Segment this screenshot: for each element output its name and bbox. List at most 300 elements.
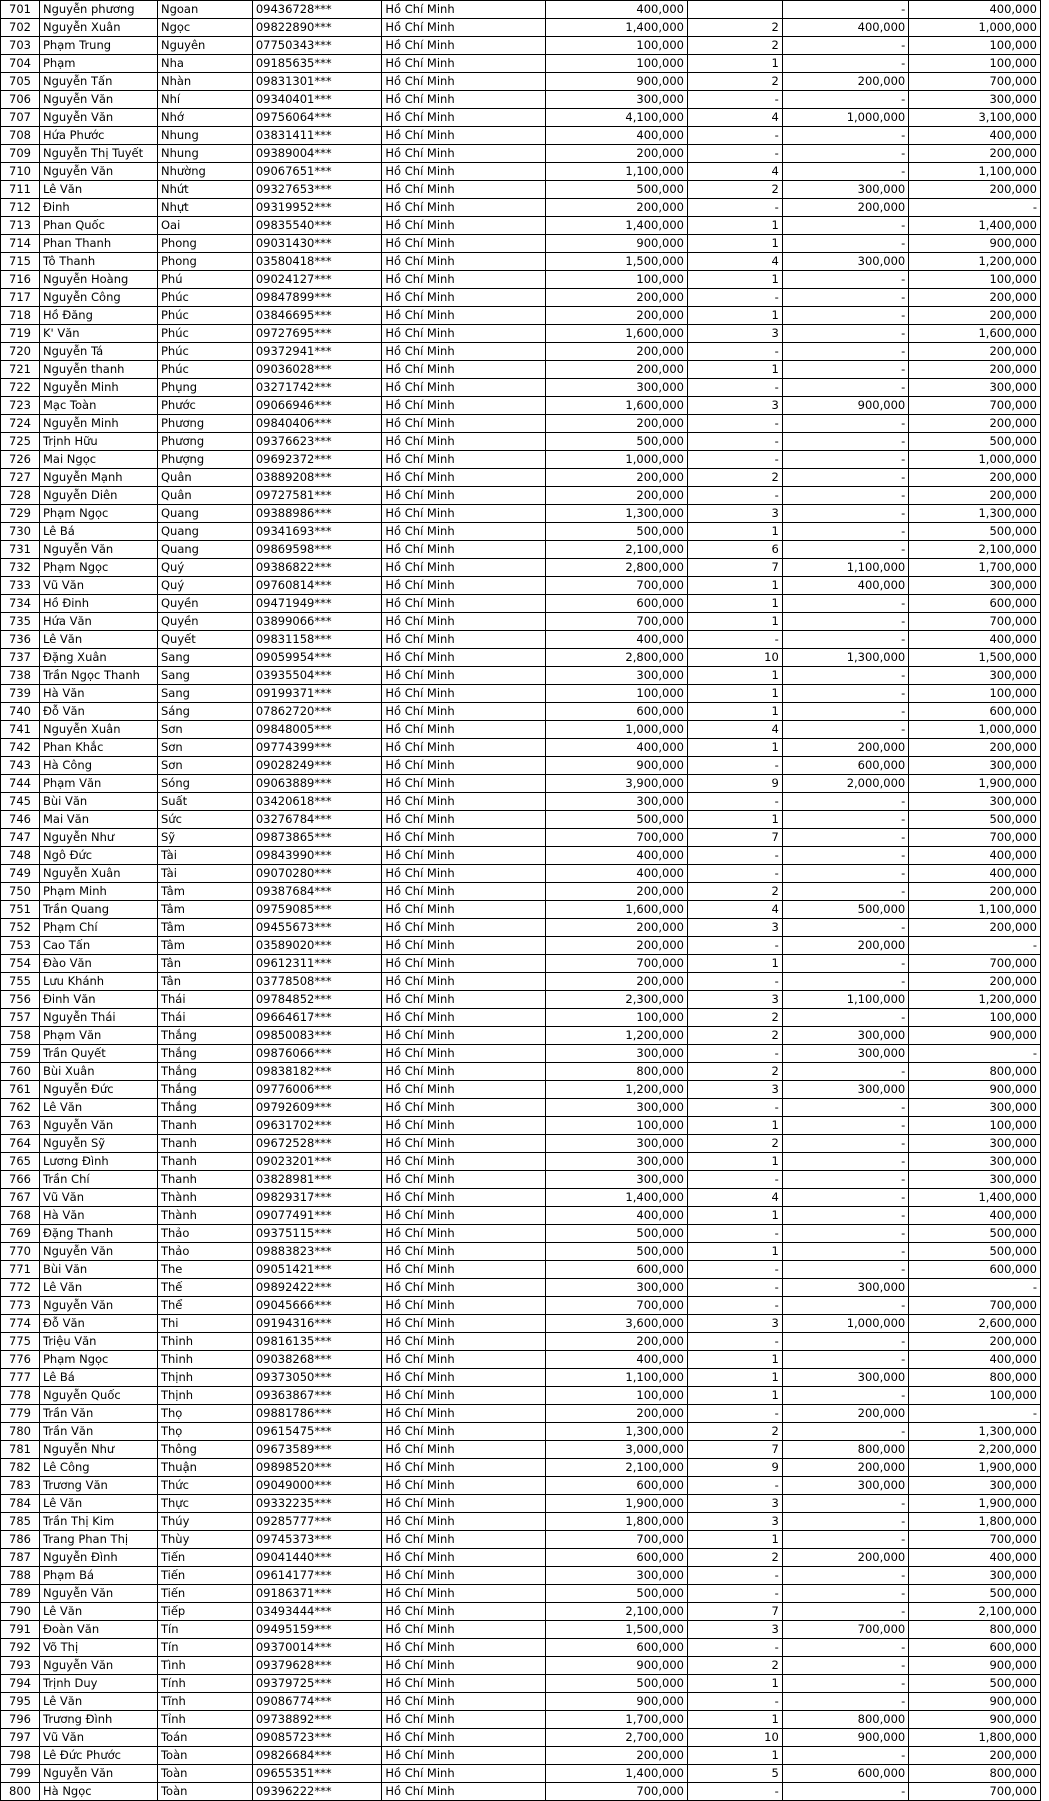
cell-remaining[interactable]: 400,000 (909, 1549, 1041, 1567)
cell-amount[interactable]: 1,200,000 (545, 1081, 687, 1099)
cell-first-name[interactable]: Phạm Chí (39, 919, 157, 937)
cell-count[interactable]: 1 (687, 1153, 782, 1171)
cell-amount[interactable]: 600,000 (545, 1261, 687, 1279)
cell-paid[interactable]: - (782, 721, 908, 739)
cell-province[interactable]: Hồ Chí Minh (382, 181, 545, 199)
cell-count[interactable]: - (687, 1333, 782, 1351)
cell-phone[interactable]: 09396222*** (252, 1783, 382, 1801)
cell-count[interactable]: - (687, 1297, 782, 1315)
cell-last-name[interactable]: Nhung (157, 127, 252, 145)
cell-first-name[interactable]: Lê Văn (39, 181, 157, 199)
cell-amount[interactable]: 600,000 (545, 595, 687, 613)
cell-province[interactable]: Hồ Chí Minh (382, 1459, 545, 1477)
cell-remaining[interactable]: 200,000 (909, 1747, 1041, 1765)
cell-amount[interactable]: 200,000 (545, 307, 687, 325)
cell-index[interactable]: 714 (1, 235, 40, 253)
cell-paid[interactable]: - (782, 37, 908, 55)
cell-paid[interactable]: - (782, 343, 908, 361)
cell-province[interactable]: Hồ Chí Minh (382, 865, 545, 883)
cell-province[interactable]: Hồ Chí Minh (382, 469, 545, 487)
cell-paid[interactable]: - (782, 1531, 908, 1549)
cell-first-name[interactable]: Trần Ngọc Thanh (39, 667, 157, 685)
cell-first-name[interactable]: Nguyễn Minh (39, 379, 157, 397)
cell-province[interactable]: Hồ Chí Minh (382, 1675, 545, 1693)
cell-remaining[interactable]: 300,000 (909, 379, 1041, 397)
cell-last-name[interactable]: Phụng (157, 379, 252, 397)
cell-province[interactable]: Hồ Chí Minh (382, 73, 545, 91)
cell-phone[interactable]: 09495159*** (252, 1621, 382, 1639)
cell-province[interactable]: Hồ Chí Minh (382, 487, 545, 505)
cell-amount[interactable]: 500,000 (545, 433, 687, 451)
cell-phone[interactable]: 03899066*** (252, 613, 382, 631)
cell-phone[interactable]: 09455673*** (252, 919, 382, 937)
cell-paid[interactable]: - (782, 1603, 908, 1621)
cell-count[interactable]: - (687, 1171, 782, 1189)
cell-count[interactable]: - (687, 289, 782, 307)
cell-remaining[interactable]: 3,100,000 (909, 109, 1041, 127)
cell-paid[interactable]: 300,000 (782, 1279, 908, 1297)
cell-last-name[interactable]: Sơn (157, 739, 252, 757)
cell-province[interactable]: Hồ Chí Minh (382, 1315, 545, 1333)
cell-amount[interactable]: 1,600,000 (545, 901, 687, 919)
cell-last-name[interactable]: Thinh (157, 1333, 252, 1351)
cell-remaining[interactable]: - (909, 937, 1041, 955)
cell-index[interactable]: 773 (1, 1297, 40, 1315)
cell-amount[interactable]: 1,400,000 (545, 217, 687, 235)
cell-paid[interactable]: - (782, 613, 908, 631)
cell-amount[interactable]: 600,000 (545, 1477, 687, 1495)
cell-phone[interactable]: 09388986*** (252, 505, 382, 523)
cell-count[interactable]: 7 (687, 1603, 782, 1621)
cell-province[interactable]: Hồ Chí Minh (382, 1513, 545, 1531)
cell-phone[interactable]: 09848005*** (252, 721, 382, 739)
cell-remaining[interactable]: 300,000 (909, 793, 1041, 811)
cell-phone[interactable]: 09319952*** (252, 199, 382, 217)
cell-phone[interactable]: 09041440*** (252, 1549, 382, 1567)
cell-paid[interactable]: - (782, 973, 908, 991)
cell-paid[interactable]: - (782, 865, 908, 883)
cell-paid[interactable]: - (782, 163, 908, 181)
cell-count[interactable]: 1 (687, 361, 782, 379)
cell-province[interactable]: Hồ Chí Minh (382, 1441, 545, 1459)
cell-phone[interactable]: 09379628*** (252, 1657, 382, 1675)
cell-last-name[interactable]: Phong (157, 235, 252, 253)
cell-first-name[interactable]: Nguyễn Tấn (39, 73, 157, 91)
cell-count[interactable]: 3 (687, 325, 782, 343)
cell-paid[interactable]: - (782, 1153, 908, 1171)
cell-phone[interactable]: 09672528*** (252, 1135, 382, 1153)
cell-amount[interactable]: 3,000,000 (545, 1441, 687, 1459)
cell-last-name[interactable]: Thảo (157, 1243, 252, 1261)
cell-phone[interactable]: 09898520*** (252, 1459, 382, 1477)
cell-index[interactable]: 791 (1, 1621, 40, 1639)
cell-amount[interactable]: 300,000 (545, 793, 687, 811)
cell-index[interactable]: 715 (1, 253, 40, 271)
cell-amount[interactable]: 300,000 (545, 1135, 687, 1153)
cell-province[interactable]: Hồ Chí Minh (382, 1189, 545, 1207)
cell-remaining[interactable]: 1,100,000 (909, 163, 1041, 181)
cell-first-name[interactable]: Phạm Minh (39, 883, 157, 901)
cell-amount[interactable]: 1,600,000 (545, 325, 687, 343)
cell-amount[interactable]: 700,000 (545, 955, 687, 973)
cell-first-name[interactable]: Phạm (39, 55, 157, 73)
cell-amount[interactable]: 2,800,000 (545, 649, 687, 667)
cell-phone[interactable]: 09051421*** (252, 1261, 382, 1279)
cell-count[interactable]: - (687, 973, 782, 991)
cell-amount[interactable]: 400,000 (545, 127, 687, 145)
cell-paid[interactable]: 300,000 (782, 1477, 908, 1495)
cell-count[interactable]: - (687, 199, 782, 217)
cell-index[interactable]: 730 (1, 523, 40, 541)
cell-index[interactable]: 738 (1, 667, 40, 685)
cell-amount[interactable]: 900,000 (545, 235, 687, 253)
cell-remaining[interactable]: 1,600,000 (909, 325, 1041, 343)
cell-last-name[interactable]: Thể (157, 1297, 252, 1315)
cell-index[interactable]: 750 (1, 883, 40, 901)
cell-paid[interactable]: - (782, 1297, 908, 1315)
cell-first-name[interactable]: Võ Thị (39, 1639, 157, 1657)
cell-last-name[interactable]: Tín (157, 1621, 252, 1639)
cell-last-name[interactable]: Thành (157, 1207, 252, 1225)
cell-last-name[interactable]: Nhí (157, 91, 252, 109)
cell-amount[interactable]: 700,000 (545, 1297, 687, 1315)
cell-amount[interactable]: 1,100,000 (545, 1369, 687, 1387)
cell-remaining[interactable]: 700,000 (909, 1783, 1041, 1801)
cell-remaining[interactable]: 1,800,000 (909, 1513, 1041, 1531)
cell-first-name[interactable]: Phạm Ngọc (39, 559, 157, 577)
cell-paid[interactable]: - (782, 919, 908, 937)
cell-last-name[interactable]: Nhứt (157, 181, 252, 199)
cell-count[interactable]: 2 (687, 37, 782, 55)
cell-count[interactable]: 1 (687, 685, 782, 703)
cell-count[interactable]: 2 (687, 883, 782, 901)
cell-paid[interactable]: 200,000 (782, 199, 908, 217)
cell-index[interactable]: 755 (1, 973, 40, 991)
cell-index[interactable]: 729 (1, 505, 40, 523)
cell-province[interactable]: Hồ Chí Minh (382, 163, 545, 181)
cell-paid[interactable]: - (782, 487, 908, 505)
cell-count[interactable]: 7 (687, 559, 782, 577)
cell-first-name[interactable]: Hứa Văn (39, 613, 157, 631)
cell-remaining[interactable]: 500,000 (909, 433, 1041, 451)
cell-province[interactable]: Hồ Chí Minh (382, 19, 545, 37)
cell-paid[interactable]: - (782, 703, 908, 721)
cell-paid[interactable]: 1,100,000 (782, 559, 908, 577)
cell-count[interactable]: 10 (687, 649, 782, 667)
cell-province[interactable]: Hồ Chí Minh (382, 1081, 545, 1099)
cell-count[interactable]: 2 (687, 1027, 782, 1045)
cell-phone[interactable]: 09038268*** (252, 1351, 382, 1369)
cell-count[interactable]: 1 (687, 703, 782, 721)
cell-index[interactable]: 728 (1, 487, 40, 505)
cell-phone[interactable]: 03889208*** (252, 469, 382, 487)
cell-phone[interactable]: 09873865*** (252, 829, 382, 847)
cell-amount[interactable]: 500,000 (545, 1225, 687, 1243)
cell-province[interactable]: Hồ Chí Minh (382, 361, 545, 379)
cell-first-name[interactable]: Phạm Văn (39, 1027, 157, 1045)
cell-paid[interactable]: - (782, 415, 908, 433)
cell-count[interactable]: 1 (687, 1207, 782, 1225)
cell-phone[interactable]: 03271742*** (252, 379, 382, 397)
cell-remaining[interactable]: 2,100,000 (909, 541, 1041, 559)
cell-amount[interactable]: 100,000 (545, 271, 687, 289)
cell-remaining[interactable]: 1,500,000 (909, 649, 1041, 667)
cell-count[interactable]: 1 (687, 955, 782, 973)
cell-phone[interactable]: 09831158*** (252, 631, 382, 649)
cell-remaining[interactable]: 700,000 (909, 613, 1041, 631)
cell-count[interactable]: 1 (687, 1711, 782, 1729)
cell-first-name[interactable]: Nguyễn Tá (39, 343, 157, 361)
cell-paid[interactable]: 800,000 (782, 1441, 908, 1459)
cell-last-name[interactable]: Thanh (157, 1153, 252, 1171)
cell-paid[interactable]: - (782, 1243, 908, 1261)
cell-remaining[interactable]: 200,000 (909, 181, 1041, 199)
cell-count[interactable]: - (687, 1567, 782, 1585)
cell-phone[interactable]: 09199371*** (252, 685, 382, 703)
cell-province[interactable]: Hồ Chí Minh (382, 1495, 545, 1513)
cell-index[interactable]: 712 (1, 199, 40, 217)
cell-last-name[interactable]: Quân (157, 469, 252, 487)
cell-count[interactable]: 5 (687, 1765, 782, 1783)
cell-remaining[interactable]: 700,000 (909, 397, 1041, 415)
cell-paid[interactable]: - (782, 1783, 908, 1801)
cell-remaining[interactable]: - (909, 199, 1041, 217)
cell-remaining[interactable]: 900,000 (909, 1081, 1041, 1099)
cell-first-name[interactable]: Phan Khắc (39, 739, 157, 757)
cell-phone[interactable]: 09727581*** (252, 487, 382, 505)
cell-first-name[interactable]: Trương Đình (39, 1711, 157, 1729)
cell-remaining[interactable]: 600,000 (909, 595, 1041, 613)
cell-province[interactable]: Hồ Chí Minh (382, 847, 545, 865)
cell-phone[interactable]: 03828981*** (252, 1171, 382, 1189)
cell-first-name[interactable]: Hứa Phước (39, 127, 157, 145)
cell-count[interactable]: 2 (687, 181, 782, 199)
cell-province[interactable]: Hồ Chí Minh (382, 793, 545, 811)
cell-first-name[interactable]: Trần Quang (39, 901, 157, 919)
cell-remaining[interactable]: 400,000 (909, 847, 1041, 865)
cell-remaining[interactable]: 1,300,000 (909, 505, 1041, 523)
cell-count[interactable]: 9 (687, 775, 782, 793)
cell-last-name[interactable]: Nhựt (157, 199, 252, 217)
cell-phone[interactable]: 09067651*** (252, 163, 382, 181)
cell-phone[interactable]: 09194316*** (252, 1315, 382, 1333)
cell-phone[interactable]: 09774399*** (252, 739, 382, 757)
cell-paid[interactable]: - (782, 1657, 908, 1675)
cell-last-name[interactable]: Quý (157, 559, 252, 577)
cell-remaining[interactable]: 2,600,000 (909, 1315, 1041, 1333)
cell-count[interactable]: 3 (687, 1621, 782, 1639)
cell-first-name[interactable]: Bùi Xuân (39, 1063, 157, 1081)
cell-first-name[interactable]: Nguyễn Thái (39, 1009, 157, 1027)
cell-phone[interactable]: 09745373*** (252, 1531, 382, 1549)
cell-amount[interactable]: 700,000 (545, 1783, 687, 1801)
cell-amount[interactable]: 2,700,000 (545, 1729, 687, 1747)
cell-phone[interactable]: 09838182*** (252, 1063, 382, 1081)
cell-paid[interactable]: - (782, 271, 908, 289)
cell-amount[interactable]: 500,000 (545, 1585, 687, 1603)
cell-province[interactable]: Hồ Chí Minh (382, 1639, 545, 1657)
cell-province[interactable]: Hồ Chí Minh (382, 1279, 545, 1297)
cell-remaining[interactable]: 500,000 (909, 1243, 1041, 1261)
cell-count[interactable]: - (687, 1099, 782, 1117)
cell-last-name[interactable]: Thông (157, 1441, 252, 1459)
cell-count[interactable]: 1 (687, 739, 782, 757)
cell-remaining[interactable]: 300,000 (909, 757, 1041, 775)
cell-remaining[interactable]: 200,000 (909, 343, 1041, 361)
cell-index[interactable]: 746 (1, 811, 40, 829)
cell-last-name[interactable]: Sơn (157, 757, 252, 775)
cell-paid[interactable]: - (782, 811, 908, 829)
cell-amount[interactable]: 500,000 (545, 523, 687, 541)
cell-phone[interactable]: 09760814*** (252, 577, 382, 595)
cell-paid[interactable]: 200,000 (782, 1405, 908, 1423)
cell-province[interactable]: Hồ Chí Minh (382, 829, 545, 847)
cell-amount[interactable]: 4,100,000 (545, 109, 687, 127)
cell-phone[interactable]: 09784852*** (252, 991, 382, 1009)
cell-index[interactable]: 777 (1, 1369, 40, 1387)
cell-first-name[interactable]: Nguyễn Văn (39, 91, 157, 109)
cell-remaining[interactable]: 1,400,000 (909, 217, 1041, 235)
cell-paid[interactable]: 2,000,000 (782, 775, 908, 793)
cell-count[interactable]: 3 (687, 1315, 782, 1333)
cell-amount[interactable]: 2,300,000 (545, 991, 687, 1009)
cell-paid[interactable]: 600,000 (782, 757, 908, 775)
cell-remaining[interactable]: 200,000 (909, 1333, 1041, 1351)
cell-province[interactable]: Hồ Chí Minh (382, 1153, 545, 1171)
cell-count[interactable]: 4 (687, 721, 782, 739)
cell-first-name[interactable]: Nguyễn thanh (39, 361, 157, 379)
cell-remaining[interactable]: 700,000 (909, 1531, 1041, 1549)
cell-province[interactable]: Hồ Chí Minh (382, 649, 545, 667)
cell-province[interactable]: Hồ Chí Minh (382, 91, 545, 109)
cell-phone[interactable]: 03276784*** (252, 811, 382, 829)
cell-paid[interactable]: - (782, 1207, 908, 1225)
cell-province[interactable]: Hồ Chí Minh (382, 1387, 545, 1405)
cell-amount[interactable]: 400,000 (545, 1, 687, 19)
cell-province[interactable]: Hồ Chí Minh (382, 253, 545, 271)
cell-phone[interactable]: 09738892*** (252, 1711, 382, 1729)
cell-remaining[interactable]: 100,000 (909, 1009, 1041, 1027)
cell-amount[interactable]: 200,000 (545, 145, 687, 163)
cell-amount[interactable]: 200,000 (545, 1747, 687, 1765)
cell-index[interactable]: 772 (1, 1279, 40, 1297)
cell-last-name[interactable]: Thái (157, 991, 252, 1009)
cell-count[interactable]: 1 (687, 1243, 782, 1261)
cell-first-name[interactable]: Lê Văn (39, 1099, 157, 1117)
cell-paid[interactable]: - (782, 793, 908, 811)
cell-first-name[interactable]: Vũ Văn (39, 1189, 157, 1207)
cell-count[interactable]: 10 (687, 1729, 782, 1747)
cell-first-name[interactable]: Trần Quyết (39, 1045, 157, 1063)
cell-paid[interactable]: - (782, 541, 908, 559)
cell-remaining[interactable]: 1,400,000 (909, 1189, 1041, 1207)
cell-province[interactable]: Hồ Chí Minh (382, 1585, 545, 1603)
cell-province[interactable]: Hồ Chí Minh (382, 397, 545, 415)
cell-index[interactable]: 775 (1, 1333, 40, 1351)
cell-province[interactable]: Hồ Chí Minh (382, 1261, 545, 1279)
cell-last-name[interactable]: Phúc (157, 307, 252, 325)
cell-first-name[interactable]: Nguyễn Văn (39, 1585, 157, 1603)
cell-province[interactable]: Hồ Chí Minh (382, 1423, 545, 1441)
cell-remaining[interactable]: 500,000 (909, 1585, 1041, 1603)
cell-paid[interactable]: - (782, 1117, 908, 1135)
cell-paid[interactable]: - (782, 685, 908, 703)
cell-count[interactable]: - (687, 433, 782, 451)
cell-first-name[interactable]: Nguyễn Văn (39, 1657, 157, 1675)
cell-count[interactable]: 2 (687, 19, 782, 37)
cell-amount[interactable]: 300,000 (545, 1045, 687, 1063)
cell-last-name[interactable]: Tĩnh (157, 1693, 252, 1711)
cell-first-name[interactable]: Đinh Văn (39, 991, 157, 1009)
cell-index[interactable]: 718 (1, 307, 40, 325)
cell-last-name[interactable]: Sáng (157, 703, 252, 721)
cell-remaining[interactable]: 200,000 (909, 361, 1041, 379)
cell-first-name[interactable]: Lê Văn (39, 1279, 157, 1297)
cell-last-name[interactable]: Tâm (157, 937, 252, 955)
cell-province[interactable]: Hồ Chí Minh (382, 1351, 545, 1369)
cell-index[interactable]: 744 (1, 775, 40, 793)
cell-remaining[interactable]: 800,000 (909, 1063, 1041, 1081)
cell-phone[interactable]: 09389004*** (252, 145, 382, 163)
cell-last-name[interactable]: Thắng (157, 1099, 252, 1117)
cell-remaining[interactable]: 200,000 (909, 415, 1041, 433)
cell-last-name[interactable]: Thọ (157, 1405, 252, 1423)
cell-province[interactable]: Hồ Chí Minh (382, 991, 545, 1009)
cell-first-name[interactable]: Nguyễn Công (39, 289, 157, 307)
cell-remaining[interactable]: 200,000 (909, 883, 1041, 901)
cell-amount[interactable]: 600,000 (545, 1549, 687, 1567)
cell-amount[interactable]: 500,000 (545, 1675, 687, 1693)
cell-phone[interactable]: 09059954*** (252, 649, 382, 667)
cell-first-name[interactable]: K' Văn (39, 325, 157, 343)
cell-remaining[interactable]: 2,100,000 (909, 1603, 1041, 1621)
cell-remaining[interactable]: 300,000 (909, 667, 1041, 685)
cell-phone[interactable]: 03493444*** (252, 1603, 382, 1621)
cell-remaining[interactable]: 200,000 (909, 145, 1041, 163)
cell-index[interactable]: 795 (1, 1693, 40, 1711)
cell-paid[interactable]: - (782, 1135, 908, 1153)
cell-last-name[interactable]: Sang (157, 649, 252, 667)
cell-index[interactable]: 762 (1, 1099, 40, 1117)
cell-index[interactable]: 760 (1, 1063, 40, 1081)
cell-count[interactable]: 1 (687, 595, 782, 613)
cell-last-name[interactable]: Thức (157, 1477, 252, 1495)
cell-paid[interactable]: 300,000 (782, 253, 908, 271)
cell-phone[interactable]: 09612311*** (252, 955, 382, 973)
cell-index[interactable]: 796 (1, 1711, 40, 1729)
cell-first-name[interactable]: Đinh (39, 199, 157, 217)
cell-remaining[interactable]: 1,100,000 (909, 901, 1041, 919)
cell-count[interactable]: 1 (687, 1387, 782, 1405)
cell-province[interactable]: Hồ Chí Minh (382, 289, 545, 307)
cell-amount[interactable]: 100,000 (545, 1387, 687, 1405)
cell-index[interactable]: 719 (1, 325, 40, 343)
cell-index[interactable]: 784 (1, 1495, 40, 1513)
cell-amount[interactable]: 2,100,000 (545, 541, 687, 559)
cell-index[interactable]: 757 (1, 1009, 40, 1027)
cell-province[interactable]: Hồ Chí Minh (382, 1765, 545, 1783)
cell-province[interactable]: Hồ Chí Minh (382, 901, 545, 919)
cell-paid[interactable]: - (782, 1423, 908, 1441)
cell-province[interactable]: Hồ Chí Minh (382, 1729, 545, 1747)
cell-paid[interactable]: - (782, 91, 908, 109)
cell-amount[interactable]: 200,000 (545, 1333, 687, 1351)
cell-last-name[interactable]: Thanh (157, 1171, 252, 1189)
cell-count[interactable]: - (687, 415, 782, 433)
cell-phone[interactable]: 09186371*** (252, 1585, 382, 1603)
cell-index[interactable]: 781 (1, 1441, 40, 1459)
cell-index[interactable]: 740 (1, 703, 40, 721)
